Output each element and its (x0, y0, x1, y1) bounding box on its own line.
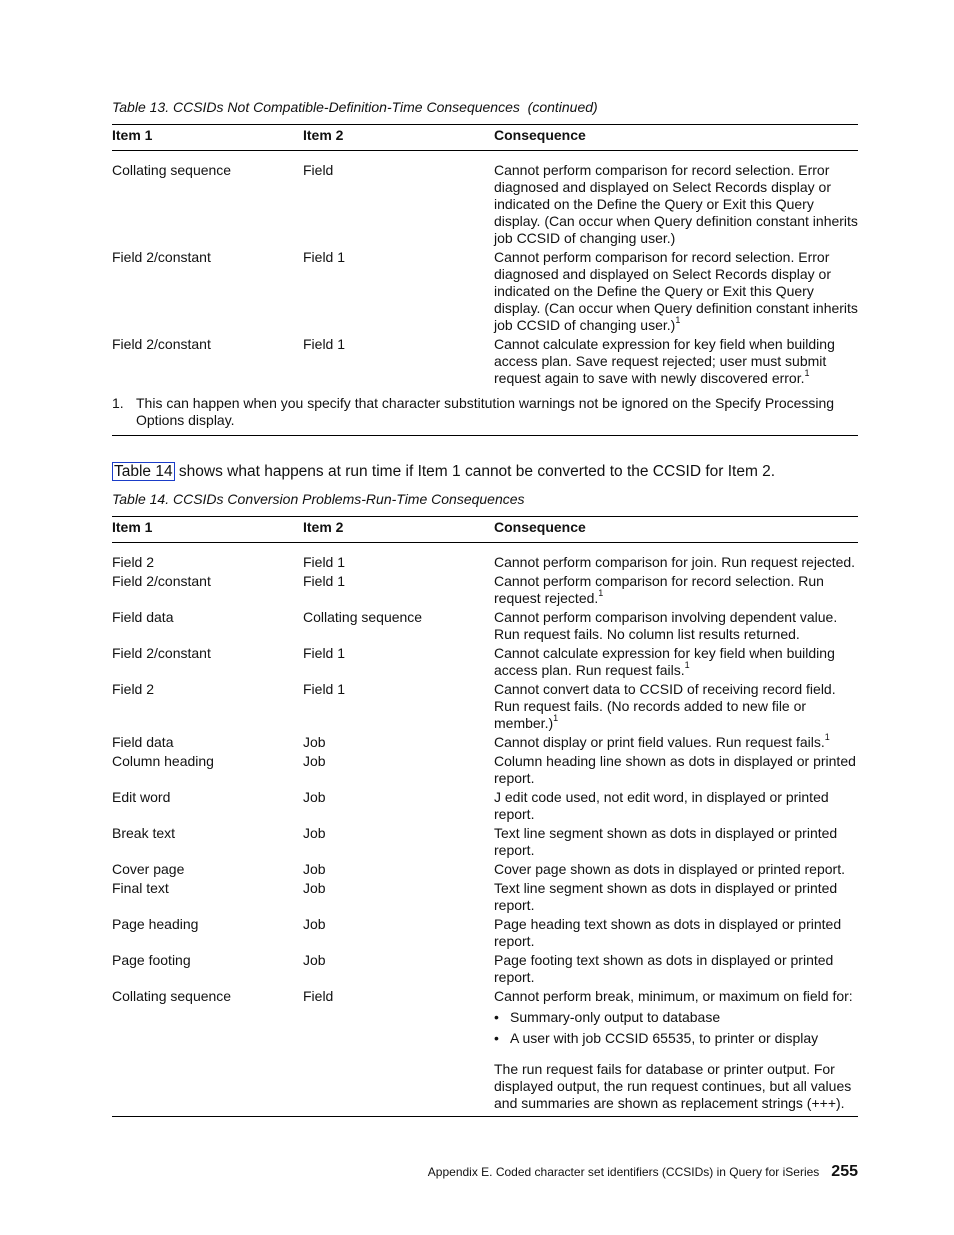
table-row (112, 336, 858, 389)
table13-header-item1: Item 1 (112, 127, 153, 143)
table-row (112, 861, 858, 880)
cell-item1: Collating sequence (112, 988, 232, 1004)
consequence-text: Cannot perform comparison involving dependent value. Run request fails. No column list results returned. (494, 609, 838, 642)
cell-item1: Cover page (112, 861, 185, 877)
cell-consequence (494, 734, 858, 753)
cell-item2: Job (303, 861, 326, 877)
list-item (494, 1030, 858, 1047)
consequence-text: Text line segment shown as dots in displayed or printed report. (494, 880, 838, 913)
cell-item1: Field 2 (112, 681, 155, 697)
table-row (112, 609, 858, 645)
cell-item2: Field 1 (303, 645, 346, 661)
table14-header-consequence: Consequence (494, 519, 586, 535)
table-row (112, 988, 858, 1117)
cell-item2: Job (303, 880, 326, 896)
table14-header-item2: Item 2 (303, 519, 344, 535)
cell-consequence (494, 336, 858, 389)
bullet-icon: • (494, 1030, 499, 1046)
bullet-text: Summary-only output to database (510, 1009, 721, 1025)
cell-consequence (494, 162, 858, 249)
consequence-text: Cannot perform comparison for join. Run request rejected. (494, 554, 856, 570)
footnote-ref: 1 (598, 588, 604, 599)
cell-item1: Edit word (112, 789, 171, 805)
cell-consequence (494, 880, 858, 916)
table-row (112, 554, 858, 573)
footnote-text: This can happen when you specify that character substitution warnings not be ignored on the Specify Processing Options display. (136, 395, 835, 428)
table-row (112, 789, 858, 825)
table-row (112, 573, 858, 609)
table14-link[interactable]: Table 14 (114, 463, 173, 480)
cell-item1: Column heading (112, 753, 214, 769)
cell-item2: Job (303, 952, 326, 968)
footnote-ref: 1 (824, 732, 830, 743)
cell-item2: Field 1 (303, 573, 346, 589)
cell-consequence (494, 681, 858, 734)
bullet-text: A user with job CCSID 65535, to printer or display (510, 1030, 819, 1046)
cell-item1: Field data (112, 609, 174, 625)
consequence-text: Cannot calculate expression for key field when building access plan. Run request fails. (494, 645, 835, 678)
cell-consequence (494, 988, 858, 1117)
cell-consequence (494, 249, 858, 336)
bullet-list (494, 1009, 858, 1047)
table-row (112, 916, 858, 952)
table-row (112, 734, 858, 753)
table14-caption: Table 14. CCSIDs Conversion Problems-Run-Time Consequences (112, 491, 525, 507)
consequence-text: Cannot calculate expression for key field when building access plan. Save request rejected; user must submit request again to save with newly discovered error. (494, 336, 835, 386)
cell-item2: Job (303, 734, 326, 750)
list-item (494, 1009, 858, 1026)
table-row (112, 681, 858, 734)
cell-consequence (494, 861, 858, 880)
cell-consequence (494, 825, 858, 861)
cell-item2: Job (303, 825, 326, 841)
consequence-text: Column heading line shown as dots in displayed or printed report. (494, 753, 856, 786)
table-row (112, 753, 858, 789)
consequence-text: Cover page shown as dots in displayed or printed report. (494, 861, 845, 877)
cell-item1: Final text (112, 880, 169, 896)
bullet-icon: • (494, 1009, 499, 1025)
cell-consequence (494, 609, 858, 645)
cell-item1: Field 2/constant (112, 645, 211, 661)
table14-header-item1: Item 1 (112, 519, 153, 535)
table-row (112, 952, 858, 988)
footnote-number: 1. (112, 395, 124, 411)
consequence-text: Cannot convert data to CCSID of receiving record field. Run request fails. (No records added to new file or member.) (494, 681, 836, 731)
consequence-text: Page footing text shown as dots in displayed or printed report. (494, 952, 834, 985)
cell-item2: Job (303, 753, 326, 769)
table-row (112, 162, 858, 249)
cell-consequence (494, 789, 858, 825)
cell-item2: Field (303, 162, 334, 178)
table14 (112, 516, 858, 1117)
cell-consequence (494, 952, 858, 988)
table-row (112, 880, 858, 916)
cell-consequence (494, 753, 858, 789)
table13-header-consequence: Consequence (494, 127, 586, 143)
page-number: 255 (831, 1163, 858, 1180)
cell-item2: Job (303, 789, 326, 805)
table13-footnote-cell (112, 389, 858, 436)
cell-item1: Collating sequence (112, 162, 232, 178)
consequence-text: Page heading text shown as dots in displayed or printed report. (494, 916, 842, 949)
cell-item2: Field 1 (303, 554, 346, 570)
cell-item1: Page footing (112, 952, 191, 968)
table-row (112, 645, 858, 681)
cell-item1: Field 2/constant (112, 336, 211, 352)
table13 (112, 124, 858, 436)
cell-consequence (494, 554, 858, 573)
consequence-text: J edit code used, not edit word, in displayed or printed report. (494, 789, 829, 822)
consequence-text: Cannot perform comparison for record selection. Error diagnosed and displayed on Select Records display or indicated on the Define the Query or Exit this Query display. (Can occur when Query definition constant inherits job CCSID of changing user.) (494, 249, 858, 333)
table13-footnote (112, 389, 858, 433)
consequence-note: The run request fails for database or printer output. For displayed output, the run request continues, but all values and summaries are shown as replacement strings (+++). (494, 1061, 852, 1111)
footer-text: Appendix E. Coded character set identifiers (CCSIDs) in Query for iSeries (427, 1165, 820, 1179)
table13-header-item2: Item 2 (303, 127, 344, 143)
footnote-ref: 1 (804, 368, 810, 379)
consequence-text: Cannot perform comparison for record selection. Run request rejected. (494, 573, 824, 606)
cell-item2: Job (303, 916, 326, 932)
consequence-text: Text line segment shown as dots in displayed or printed report. (494, 825, 838, 858)
cell-item1: Field 2/constant (112, 249, 211, 265)
cell-item1: Page heading (112, 916, 199, 932)
cell-consequence (494, 645, 858, 681)
intro-paragraph (112, 462, 775, 481)
footnote-ref: 1 (675, 315, 681, 326)
cell-item1: Break text (112, 825, 176, 841)
cell-item1: Field 2 (112, 554, 155, 570)
cell-item1: Field data (112, 734, 174, 750)
consequence-text: Cannot perform comparison for record selection. Error diagnosed and displayed on Select Records display or indicated on the Define the Query or Exit this Query display. (Can occur when Query definition constant inherits job CCSID of changing user.) (494, 162, 858, 246)
table13-caption: Table 13. CCSIDs Not Compatible-Definition-Time Consequences (continued) (112, 99, 598, 115)
intro-text: shows what happens at run time if Item 1 cannot be converted to the CCSID for Item 2. (174, 463, 776, 480)
page-footer (428, 1163, 858, 1181)
table-row (112, 249, 858, 336)
cell-item1: Field 2/constant (112, 573, 211, 589)
footnote-ref: 1 (684, 660, 690, 671)
cell-item2: Field 1 (303, 249, 346, 265)
consequence-text: Cannot perform break, minimum, or maximum on field for: (494, 988, 853, 1004)
footnote-ref: 1 (553, 713, 559, 724)
cell-item2: Field 1 (303, 336, 346, 352)
cell-consequence (494, 916, 858, 952)
consequence-text: Cannot display or print field values. Run request fails. (494, 734, 825, 750)
cell-item2: Collating sequence (303, 609, 423, 625)
cell-item2: Field 1 (303, 681, 346, 697)
table-row (112, 825, 858, 861)
cell-consequence (494, 573, 858, 609)
cell-item2: Field (303, 988, 334, 1004)
